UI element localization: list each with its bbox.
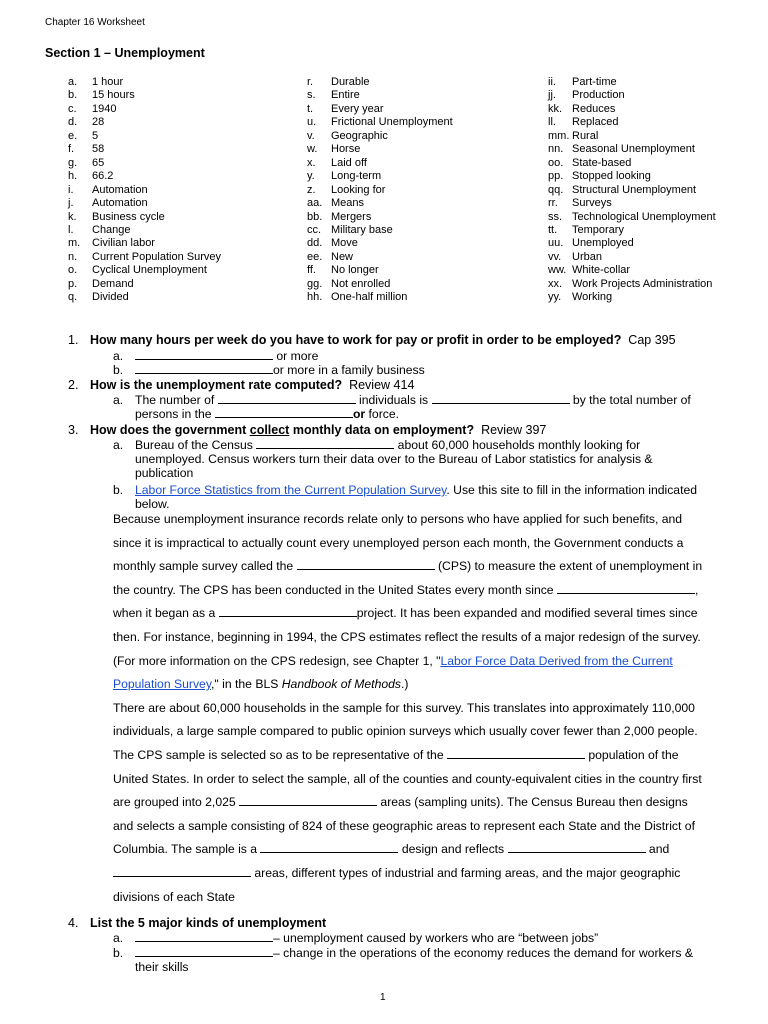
word-bank-item (307, 197, 453, 210)
word-bank-item (307, 103, 453, 116)
word-bank-letter: oo. (548, 156, 564, 169)
word-bank-term: Move (331, 237, 358, 250)
word-bank-letter: h. (68, 170, 78, 183)
word-bank-letter: ss. (548, 210, 563, 223)
answer-blank[interactable] (297, 559, 435, 570)
word-bank-item (548, 103, 716, 116)
word-bank-item (68, 237, 221, 250)
word-bank-item (548, 76, 716, 89)
word-bank-item (548, 211, 716, 224)
q1-answer-a: a. or more (113, 349, 319, 363)
answer-blank[interactable] (215, 407, 353, 418)
word-bank-letter: j. (68, 197, 74, 210)
word-bank-letter: c. (68, 102, 77, 115)
answer-blank[interactable] (447, 748, 585, 759)
word-bank-letter: m. (68, 237, 81, 250)
word-bank-letter: b. (68, 89, 78, 102)
question-4: 4. List the 5 major kinds of unemployment (68, 916, 327, 930)
word-bank-term: 66.2 (92, 170, 114, 183)
question-3: 3. How does the government collect monthly data on employment? Review 397 (68, 423, 547, 437)
question-text: How does the government collect monthly data on employment? (90, 423, 475, 437)
word-bank-letter: i. (68, 183, 74, 196)
word-bank-letter: n. (68, 250, 78, 263)
word-bank-term: 58 (92, 143, 105, 156)
word-bank-letter: uu. (548, 237, 564, 250)
word-bank-letter: q. (68, 291, 78, 304)
word-bank-letter: nn. (548, 143, 564, 156)
word-bank-term: Business cycle (92, 210, 165, 223)
word-bank-item (68, 224, 221, 237)
word-bank-item (68, 211, 221, 224)
word-bank-column-2 (307, 76, 453, 305)
word-bank-letter: rr. (548, 197, 558, 210)
word-bank-term: State-based (572, 156, 632, 169)
word-bank-item (68, 130, 221, 143)
word-bank-item (68, 251, 221, 264)
word-bank-item (307, 264, 453, 277)
word-bank-term: Technological Unemployment (572, 210, 716, 223)
word-bank-letter: ii. (548, 76, 556, 88)
word-bank-letter: cc. (307, 223, 322, 236)
word-bank-letter: gg. (307, 277, 323, 290)
word-bank-term: Cyclical Unemployment (92, 264, 207, 277)
word-bank-term: 15 hours (92, 89, 135, 102)
word-bank-item (548, 157, 716, 170)
answer-blank[interactable] (260, 842, 398, 853)
word-bank-item (307, 184, 453, 197)
word-bank-letter: bb. (307, 210, 323, 223)
word-bank-item (548, 264, 716, 277)
q2-answer-a: a. The number of individuals is by the total number of persons in the or force. (113, 393, 691, 421)
answer-blank[interactable] (135, 931, 273, 942)
word-bank-term: Unemployed (572, 237, 634, 250)
word-bank-letter: v. (307, 129, 315, 142)
word-bank-letter: pp. (548, 170, 564, 183)
word-bank-letter: ff. (307, 264, 316, 277)
word-bank-item (548, 89, 716, 102)
word-bank-term: Long-term (331, 170, 382, 183)
q4-answer-b: b. – change in the operations of the economy reduces the demand for workers & their skills (113, 946, 694, 974)
word-bank-item (307, 170, 453, 183)
word-bank-term: 1 hour (92, 76, 124, 88)
word-bank-item (307, 157, 453, 170)
word-bank-letter: ll. (548, 116, 556, 129)
q1-answer-b: b. or more in a family business (113, 363, 425, 377)
question-2: 2. How is the unemployment rate computed? Review 414 (68, 378, 415, 392)
word-bank-item (548, 197, 716, 210)
word-bank-item (548, 291, 716, 304)
word-bank-term: 65 (92, 156, 105, 169)
word-bank-letter: w. (307, 143, 318, 156)
word-bank-item (548, 251, 716, 264)
word-bank-item (307, 211, 453, 224)
word-bank-letter: qq. (548, 183, 564, 196)
word-bank-item (307, 224, 453, 237)
word-bank-letter: e. (68, 129, 78, 142)
word-bank-letter: jj. (548, 89, 556, 102)
word-bank-term: Means (331, 197, 365, 210)
section-heading: Section 1 – Unemployment (45, 46, 205, 60)
word-bank-term: Structural Unemployment (572, 183, 697, 196)
word-bank-item (68, 170, 221, 183)
word-bank-item (307, 89, 453, 102)
word-bank-item (548, 130, 716, 143)
word-bank-term: Working (572, 291, 613, 304)
word-bank-term: Work Projects Administration (572, 277, 713, 290)
word-bank-term: Frictional Unemployment (331, 116, 453, 129)
word-bank-column-3 (548, 76, 716, 305)
word-bank-letter: o. (68, 264, 78, 277)
word-bank-letter: xx. (548, 277, 563, 290)
word-bank-letter: tt. (548, 223, 558, 236)
answer-blank[interactable] (219, 606, 357, 617)
answer-blank[interactable] (557, 583, 695, 594)
word-bank-item (307, 251, 453, 264)
word-bank-letter: ee. (307, 250, 323, 263)
word-bank-term: Temporary (572, 223, 624, 236)
word-bank-letter: vv. (548, 250, 562, 263)
answer-blank[interactable] (218, 393, 356, 404)
word-bank-letter: g. (68, 156, 78, 169)
word-bank-letter: p. (68, 277, 78, 290)
word-bank-term: Not enrolled (331, 277, 391, 290)
q3-answer-b: b. Labor Force Statistics from the Current Population Survey. Use this site to fill in the information indicated below. (113, 483, 698, 511)
word-bank-letter: k. (68, 210, 77, 223)
word-bank-item (307, 237, 453, 250)
word-bank-letter: y. (307, 170, 315, 183)
word-bank-term: 5 (92, 129, 99, 142)
answer-blank[interactable] (239, 795, 377, 806)
word-bank-term: Durable (331, 76, 370, 88)
word-bank-letter: mm. (548, 129, 570, 142)
word-bank-item (548, 184, 716, 197)
answer-blank[interactable] (432, 393, 570, 404)
word-bank-term: Part-time (572, 76, 617, 88)
chapter-title: Chapter 16 Worksheet (45, 17, 145, 28)
answer-blank[interactable] (113, 866, 251, 877)
question-text: How is the unemployment rate computed? (90, 378, 343, 392)
page-number: 1 (380, 992, 386, 1003)
word-bank-term: New (331, 250, 354, 263)
word-bank-letter: t. (307, 102, 314, 115)
word-bank-item (548, 237, 716, 250)
question-text: List the 5 major kinds of unemployment (90, 916, 327, 930)
word-bank-letter: d. (68, 116, 78, 129)
word-bank-term: Rural (572, 129, 599, 142)
word-bank-item (548, 143, 716, 156)
word-bank-letter: hh. (307, 291, 323, 304)
question-text: How many hours per week do you have to work for pay or profit in order to be employed? (90, 333, 622, 347)
word-bank-item (548, 116, 716, 129)
answer-blank[interactable] (135, 946, 273, 957)
word-bank-item (548, 224, 716, 237)
word-bank-letter: z. (307, 183, 316, 196)
word-bank-term: One-half million (331, 291, 408, 304)
cps-link[interactable]: Labor Force Statistics from the Current Population Survey (135, 483, 447, 497)
word-bank-letter: u. (307, 116, 317, 129)
word-bank-item (68, 264, 221, 277)
question-1 (68, 333, 676, 347)
cps-redesign-link-cont[interactable]: Population Survey (113, 677, 212, 692)
word-bank-term: No longer (331, 264, 379, 277)
word-bank-item (68, 143, 221, 156)
word-bank-term: 1940 (92, 102, 117, 115)
word-bank-term: Urban (572, 250, 602, 263)
word-bank-term: Every year (331, 102, 384, 115)
word-bank-letter: dd. (307, 237, 323, 250)
word-bank-item (68, 184, 221, 197)
q4-answer-a: a. – unemployment caused by workers who are “between jobs” (113, 931, 599, 945)
word-bank-item (68, 291, 221, 304)
word-bank-item (68, 103, 221, 116)
word-bank-item (307, 291, 453, 304)
word-bank-item (68, 157, 221, 170)
word-bank-term: Automation (92, 183, 148, 196)
word-bank-item (307, 76, 453, 89)
word-bank-term: Looking for (331, 183, 386, 196)
word-bank-item (307, 116, 453, 129)
word-bank-term: White-collar (572, 264, 631, 277)
word-bank-term: Demand (92, 277, 134, 290)
word-bank-letter: ww. (548, 264, 567, 277)
answer-blank[interactable] (256, 438, 394, 449)
word-bank-letter: s. (307, 89, 316, 102)
word-bank-item (548, 170, 716, 183)
word-bank-letter: aa. (307, 197, 323, 210)
answer-blank[interactable] (508, 842, 646, 853)
word-bank-term: Stopped looking (572, 170, 651, 183)
word-bank-letter: f. (68, 143, 75, 156)
word-bank-item (548, 278, 716, 291)
word-bank-item (307, 143, 453, 156)
word-bank-letter: a. (68, 76, 78, 88)
word-bank-term: Horse (331, 143, 361, 156)
word-bank-term: Mergers (331, 210, 372, 223)
word-bank-item (68, 197, 221, 210)
word-bank-term: Production (572, 89, 625, 102)
q3-answer-a: a. Bureau of the Census about 60,000 households monthly looking for unemployed. Census workers turn their data over to the Bureau of Labor statistics for analysis & publication (113, 438, 653, 480)
word-bank-item (307, 278, 453, 291)
word-bank-term: Surveys (572, 197, 612, 210)
word-bank-item (68, 278, 221, 291)
word-bank-term: Replaced (572, 116, 619, 129)
word-bank-letter: r. (307, 76, 314, 88)
cps-redesign-link[interactable]: Labor Force Data Derived from the Current (440, 653, 673, 668)
word-bank-letter: kk. (548, 102, 563, 115)
cps-passage: Because unemployment insurance records relate only to persons who have applied for such benefits, and since it is impractical to actually count every unemployed person each month, the Government conducts a monthly sample survey called the (CPS) to measure the extent of unemployment in the country. The CPS has been conducted in the United States every month since , when it began as a project. It has been expanded and modified several times since then. For instance, beginning in 1994, the CPS estimates reflect the results of a major redesign of the survey. (For more information on the CPS redesign, see Chapter 1, "Labor Force Data Derived from the Current Population Survey," in the BLS Handbook of Methods.) There are about 60,000 households in the sample for this survey. This translates into approximately 110,000 individuals, a large sample compared to public opinion surveys which usually cover fewer than 2,000 people. The CPS sample is selected so as to be representative of the population of the United States. In order to select the sample, all of the counties and county-equivalent cities in the country first are grouped into 2,025 areas (sampling units). The Census Bureau then designs and selects a sample consisting of 824 of these geographic areas to represent each State and the District of Columbia. The sample is a design and reflects and areas, different types of industrial and farming areas, and the major geographic divisions of each State (113, 512, 703, 904)
word-bank-term: Divided (92, 291, 129, 304)
word-bank-column-1 (68, 76, 221, 305)
word-bank-term: Change (92, 223, 131, 236)
word-bank-term: Entire (331, 89, 360, 102)
word-bank-term: Current Population Survey (92, 250, 222, 263)
word-bank-term: Military base (331, 223, 393, 236)
word-bank-term: Laid off (331, 156, 367, 169)
word-bank-letter: l. (68, 223, 74, 236)
word-bank-term: Automation (92, 197, 148, 210)
answer-blank[interactable] (135, 349, 273, 360)
word-bank-item (68, 116, 221, 129)
word-bank-term: Geographic (331, 129, 388, 142)
word-bank-term: 28 (92, 116, 105, 129)
word-bank-term: Reduces (572, 102, 616, 115)
answer-blank[interactable] (135, 363, 273, 374)
word-bank-item (68, 89, 221, 102)
word-bank-item (307, 130, 453, 143)
page-reference: Cap 395 (628, 333, 676, 347)
word-bank-term: Civilian labor (92, 237, 155, 250)
word-bank-letter: yy. (548, 291, 562, 304)
word-bank-letter: x. (307, 156, 316, 169)
word-bank-item (68, 76, 221, 89)
page-reference: Review 414 (349, 378, 415, 392)
page-reference: Review 397 (481, 423, 547, 437)
question-number: 1. (68, 333, 79, 347)
word-bank-term: Seasonal Unemployment (572, 143, 695, 156)
